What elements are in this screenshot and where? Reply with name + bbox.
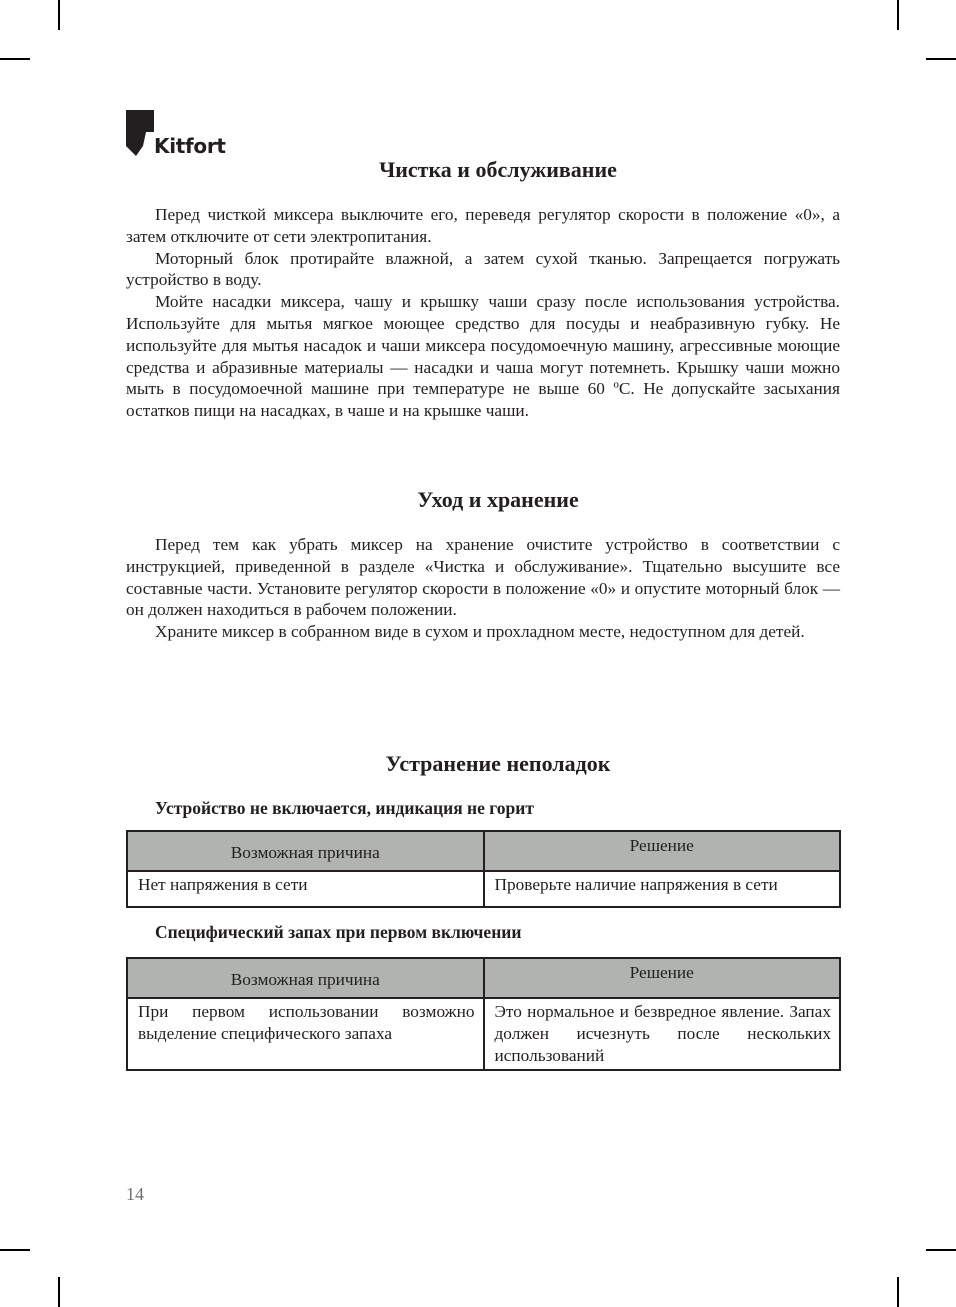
page-number: 14 xyxy=(126,1184,144,1204)
brand-name: Kitfort xyxy=(154,134,226,158)
problem-heading: Устройство не включается, индикация не горит xyxy=(155,798,534,818)
column-header-solution: Решение xyxy=(484,831,841,871)
table-header-row xyxy=(127,958,840,998)
table-row xyxy=(127,871,840,907)
column-header-cause: Возможная причина xyxy=(127,958,484,998)
crop-mark xyxy=(0,1249,30,1251)
column-header-solution: Решение xyxy=(484,958,841,998)
table-header-row xyxy=(127,831,840,871)
paragraph: Моторный блок протирайте влажной, а затем сухой тканью. Запрещается погружать устройство в воду. xyxy=(126,248,840,290)
crop-mark xyxy=(897,0,899,30)
solution-cell: Это нормальное и безвредное явление. Запах должен исчезнуть после нескольких использований xyxy=(484,998,841,1070)
paragraph: Мойте насадки миксера, чашу и крышку чаши сразу после использования устройства. Используйте для мытья мягкое моющее средство для посуды и неабразивную губку. Не используйте для мытья насадок и чаши миксера посудомоечную машину, агрессивные моющие средства и абразивные материалы — насадки и чаша могут потемнеть. Крышку чаши можно мыть в посудомоечной машине при температуре не выше 60 ºС. Не допускайте засыхания остатков пищи на насадках, в чаше и на крышке чаши. xyxy=(126,292,840,421)
cleaning-body xyxy=(126,204,840,422)
problem-heading: Специфический запах при первом включении xyxy=(155,922,522,942)
cause-cell: При первом использовании возможно выделение специфического запаха xyxy=(127,998,484,1070)
troubleshooting-table xyxy=(126,957,841,1071)
kitfort-shield-logo-icon xyxy=(126,110,154,156)
table-row xyxy=(127,998,840,1070)
crop-mark xyxy=(58,0,60,30)
column-header-cause: Возможная причина xyxy=(127,831,484,871)
section-title-troubleshooting: Устранение неполадок xyxy=(385,751,611,776)
section-title-storage: Уход и хранение xyxy=(417,487,579,512)
paragraph: Перед чисткой миксера выключите его, переведя регулятор скорости в положение «0», а затем отключите от сети электропитания. xyxy=(126,205,840,246)
crop-mark xyxy=(926,1249,956,1251)
troubleshooting-table xyxy=(126,830,841,908)
crop-mark xyxy=(926,58,956,60)
paragraph: Перед тем как убрать миксер на хранение очистите устройство в соответствии с инструкцией, приведенной в разделе «Чистка и обслуживание». Тщательно высушите все составные части. Установите регулятор скорости в положение «0» и опустите моторный блок — он должен находиться в рабочем положении. xyxy=(126,535,840,620)
crop-mark xyxy=(0,58,30,60)
storage-body xyxy=(126,534,840,643)
cause-cell: Нет напряжения в сети xyxy=(127,871,484,907)
paragraph: Храните миксер в собранном виде в сухом и прохладном месте, недоступном для детей. xyxy=(155,622,805,642)
crop-mark xyxy=(58,1277,60,1307)
crop-mark xyxy=(897,1277,899,1307)
section-title-cleaning: Чистка и обслуживание xyxy=(379,157,617,182)
solution-cell: Проверьте наличие напряжения в сети xyxy=(484,871,841,907)
